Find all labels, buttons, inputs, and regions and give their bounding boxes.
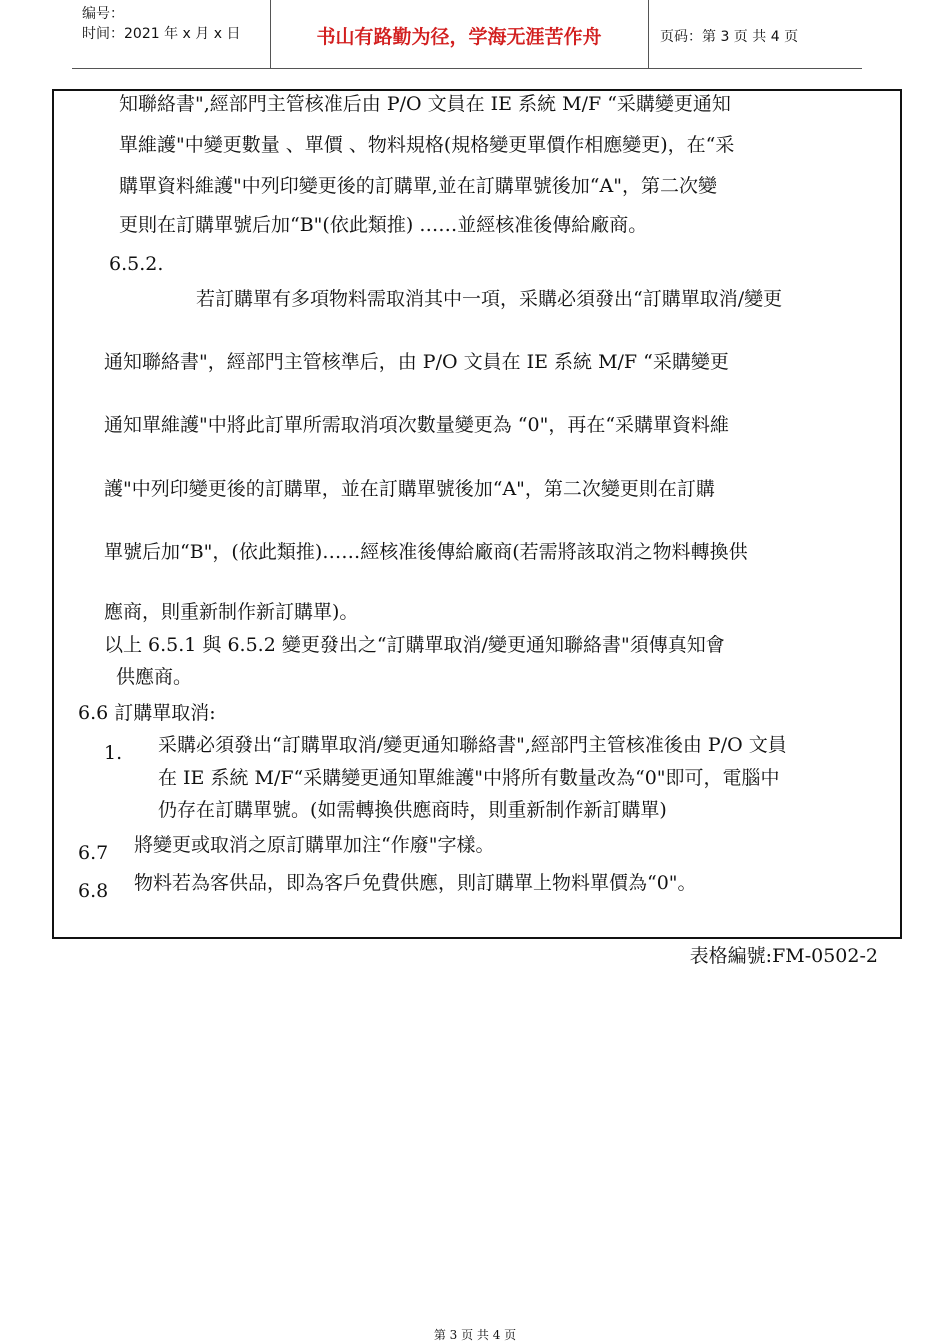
- header-divider: [648, 0, 649, 68]
- section-67-text: 將變更或取消之原訂購單加注“作廢"字樣。: [134, 834, 495, 856]
- item-1-line: 在 IE 系統 M/F“采購變更通知單維護"中將所有數量改為“0"即可，電腦中: [158, 767, 780, 789]
- para-651-line: 購單資料維護"中列印變更後的訂購單,並在訂購單號後加“A"，第二次變: [119, 175, 717, 197]
- section-652-number: 6.5.2.: [109, 253, 164, 275]
- header-page-number: 页码：第 3 页 共 4 页: [660, 29, 799, 45]
- para-652-line: 單號后加“B"，(依此類推)……經核准後傳給廠商(若需將該取消之物料轉換供: [104, 541, 748, 563]
- section-68-text: 物料若為客供品，即為客戶免費供應，則訂購單上物料單價為“0"。: [134, 872, 697, 894]
- para-652-line: 護"中列印變更後的訂購單，並在訂購單號後加“A"，第二次變更則在訂購: [104, 478, 715, 500]
- para-651-line: 知聯絡書",經部門主管核准后由 P/O 文員在 IE 系統 M/F “采購變更通知: [119, 93, 731, 115]
- section-66-title: 6.6 訂購單取消:: [78, 702, 216, 724]
- section-68-number: 6.8: [78, 880, 109, 902]
- section-67-number: 6.7: [78, 842, 109, 864]
- page-footer: 第 3 页 共 4 页: [433, 1328, 517, 1342]
- time-label: 时间：2021 年 x 月 x 日: [82, 26, 241, 42]
- note-line: 供應商。: [116, 666, 193, 688]
- page-header: [72, 0, 862, 69]
- para-651-line: 更則在訂購單號后加“B"(依此類推) ……並經核准後傳給廠商。: [119, 214, 648, 236]
- para-652-line: 通知聯絡書"，經部門主管核準后，由 P/O 文員在 IE 系統 M/F “采購變更: [104, 351, 729, 373]
- note-line: 以上 6.5.1 與 6.5.2 變更發出之“訂購單取消/變更通知聯絡書"須傳真知會: [104, 634, 725, 656]
- para-652-line: 應商，則重新制作新訂購單)。: [104, 601, 359, 623]
- para-651-line: 單維護"中變更數量 、單價 、物料規格(規格變更單價作相應變更)，在“采: [119, 134, 735, 156]
- form-number: 表格編號:FM-0502-2: [689, 945, 878, 967]
- doc-number-label: 编号：: [82, 6, 124, 22]
- header-meta: [82, 4, 240, 44]
- para-652-line: 若訂購單有多項物料需取消其中一項，采購必須發出“訂購單取消/變更: [196, 288, 783, 310]
- para-652-line: 通知單維護"中將此訂單所需取消項次數量變更為 “0"，再在“采購單資料維: [104, 414, 730, 436]
- item-1-line: 仍存在訂購單號。(如需轉換供應商時，則重新制作新訂購單): [158, 799, 667, 821]
- item-1-number: 1.: [104, 742, 123, 764]
- item-1-line: 采購必須發出“訂購單取消/變更通知聯絡書",經部門主管核准後由 P/O 文員: [158, 734, 787, 756]
- header-motto: 书山有路勤为径，学海无涯苦作舟: [316, 26, 602, 48]
